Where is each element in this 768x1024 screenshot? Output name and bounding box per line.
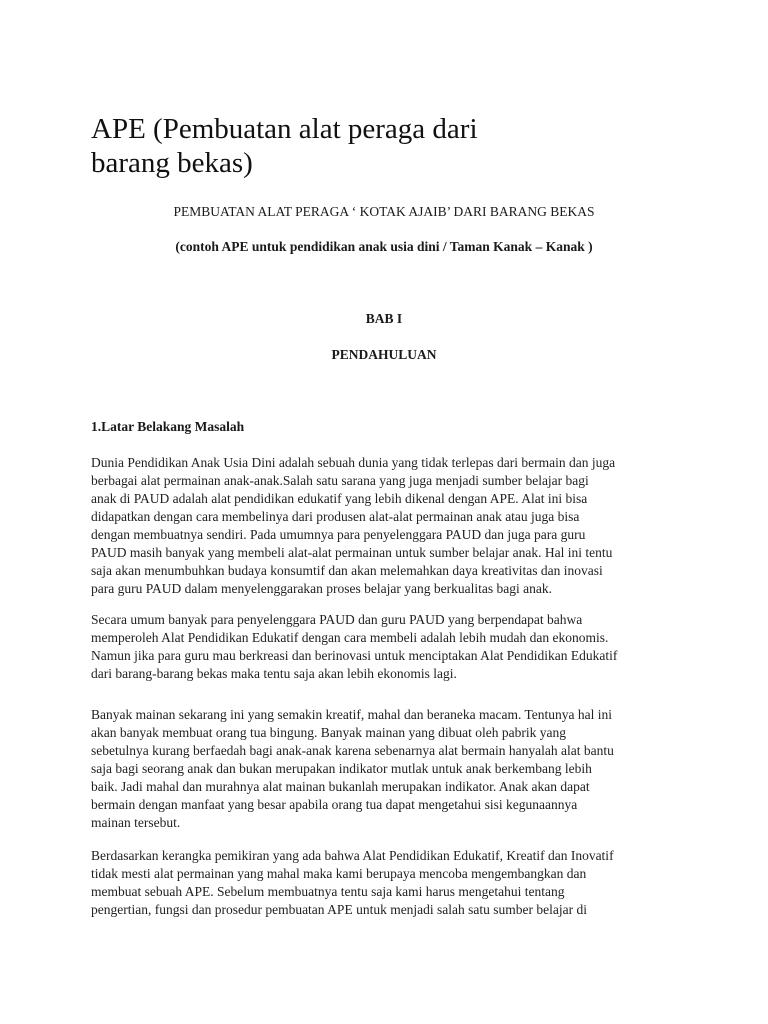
paragraph-line: sebetulnya kurang berfaedah bagi anak-anak karena sebenarnya alat bermain hanyalah alat bantu [91, 743, 614, 758]
chapter-number: BAB I [365, 311, 403, 326]
paragraph-3 [91, 706, 687, 832]
paragraph-line: didapatkan dengan cara membelinya dari produsen alat-alat permainan anak atau juga bisa [91, 509, 580, 524]
paragraph-line: dari barang-barang bekas maka tentu saja akan lebih ekonomis lagi. [91, 666, 457, 681]
paragraph-line: saja akan menumbuhkan budaya konsumtif dan akan melemahkan daya kreativitas dan inovasi [91, 563, 603, 578]
paragraph-line: Namun jika para guru mau berkreasi dan berinovasi untuk menciptakan Alat Pendidikan Edukatif [91, 648, 618, 663]
section-heading: 1.Latar Belakang Masalah [91, 419, 245, 434]
document-subtitle-note: (contoh APE untuk pendidikan anak usia dini / Taman Kanak – Kanak ) [175, 239, 593, 254]
document-subtitle: PEMBUATAN ALAT PERAGA ‘ KOTAK AJAIB’ DARI BARANG BEKAS [173, 204, 595, 219]
paragraph-line: tidak mesti alat permainan yang mahal maka kami berupaya mencoba mengembangkan dan [91, 866, 587, 881]
paragraph-line: saja bagi seorang anak dan bukan merupakan indikator mutlak untuk anak berkembang lebih [91, 761, 592, 776]
paragraph-line: dengan membuatnya sendiri. Pada umumnya para penyelenggara PAUD dan juga para guru [91, 527, 586, 542]
paragraph-line: memperoleh Alat Pendidikan Edukatif dengan cara membeli adalah lebih mudah dan ekonomis. [91, 630, 609, 645]
paragraph-2 [91, 611, 687, 683]
paragraph-4 [91, 847, 687, 919]
document-title-line-2: barang bekas) [91, 147, 253, 179]
paragraph-line: Dunia Pendidikan Anak Usia Dini adalah sebuah dunia yang tidak terlepas dari bermain dan juga [91, 455, 616, 470]
paragraph-line: PAUD masih banyak yang membeli alat-alat permainan untuk sumber belajar anak. Hal ini tentu [91, 545, 613, 560]
paragraph-line: pengertian, fungsi dan prosedur pembuatan APE untuk menjadi salah satu sumber belajar di [91, 902, 587, 917]
paragraph-1 [91, 454, 687, 598]
paragraph-line: berbagai alat permainan anak-anak.Salah satu sarana yang juga menjadi sumber belajar bagi [91, 473, 589, 488]
paragraph-line: bermain dengan manfaat yang besar apabila orang tua dapat mengetahui sisi kegunaannya [91, 797, 578, 812]
document-title-line-1: APE (Pembuatan alat peraga dari [91, 113, 478, 145]
paragraph-line: baik. Jadi mahal dan murahnya alat mainan bukanlah merupakan indikator. Anak akan dapat [91, 779, 590, 794]
paragraph-line: mainan tersebut. [91, 815, 181, 830]
paragraph-line: akan banyak membuat orang tua bingung. Banyak mainan yang dibuat oleh pabrik yang [91, 725, 566, 740]
chapter-title: PENDAHULUAN [331, 347, 437, 362]
paragraph-line: Berdasarkan kerangka pemikiran yang ada bahwa Alat Pendidikan Edukatif, Kreatif dan Inovatif [91, 848, 614, 863]
paragraph-line: membuat sebuah APE. Sebelum membuatnya tentu saja kami harus mengetahui tentang [91, 884, 565, 899]
paragraph-line: Banyak mainan sekarang ini yang semakin kreatif, mahal dan beraneka macam. Tentunya hal ini [91, 707, 612, 722]
paragraph-line: anak di PAUD adalah alat pendidikan edukatif yang lebih dikenal dengan APE. Alat ini bisa [91, 491, 588, 506]
paragraph-line: Secara umum banyak para penyelenggara PAUD dan guru PAUD yang berpendapat bahwa [91, 612, 583, 627]
paragraph-line: para guru PAUD dalam menyelenggarakan proses belajar yang berkualitas bagi anak. [91, 581, 552, 596]
document-title [91, 112, 651, 180]
